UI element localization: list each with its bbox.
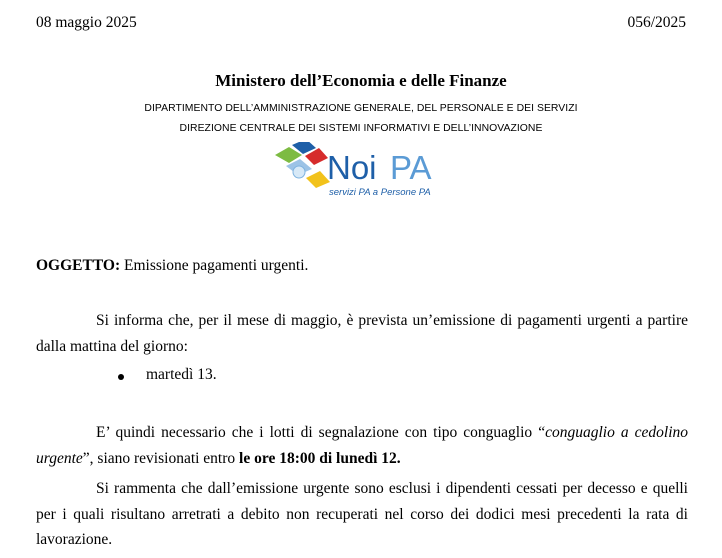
paragraph-3	[36, 476, 688, 553]
logo-brand-noi: Noi	[327, 149, 377, 186]
noipa-logo	[272, 142, 462, 204]
ministry-title: Ministero dell’Economia e delle Finanze	[215, 71, 507, 90]
department-name: DIPARTIMENTO DELL’AMMINISTRAZIONE GENERALE, DEL PERSONALE E DEI SERVIZI	[144, 103, 578, 114]
logo-globe	[293, 166, 305, 178]
logo-tagline: servizi PA a Persone PA	[329, 187, 431, 198]
paragraph-3-text: Si rammenta che dall’emissione urgente sono esclusi i dipendenti cessati per decesso e quelli per i quali risultano arretrati a debito non recuperati nel corso dei dodici mesi precedenti la rata di lavorazione.	[36, 480, 688, 548]
paragraph-2	[36, 420, 688, 471]
paragraph-1-text: Si informa che, per il mese di maggio, è prevista un’emissione di pagamenti urgenti a partire dalla mattina del giorno:	[36, 312, 688, 355]
bullet-item	[118, 366, 217, 384]
subject-label: OGGETTO:	[36, 257, 121, 274]
bullet-icon	[118, 374, 124, 380]
paragraph-2-mid: ”, siano revisionati entro	[82, 449, 240, 467]
logo-brand-pa: PA	[390, 149, 432, 186]
paragraph-2-start: E’ quindi necessario che i lotti di segnalazione con tipo conguaglio “	[96, 424, 546, 441]
protocol-number: 056/2025	[627, 14, 686, 31]
document-date: 08 maggio 2025	[36, 14, 137, 31]
subject-line	[36, 257, 308, 275]
paragraph-1	[36, 308, 688, 359]
directorate-name: DIREZIONE CENTRALE DEI SISTEMI INFORMATIVI E DELL’INNOVAZIONE	[179, 123, 543, 134]
bullet-text: martedì 13.	[146, 366, 217, 383]
paragraph-2-deadline: le ore 18:00 di lunedì 12.	[239, 449, 401, 467]
paragraph-2-italic: conguaglio a cedolino urgente	[36, 424, 688, 467]
subject-text: Emissione pagamenti urgenti.	[124, 257, 309, 274]
